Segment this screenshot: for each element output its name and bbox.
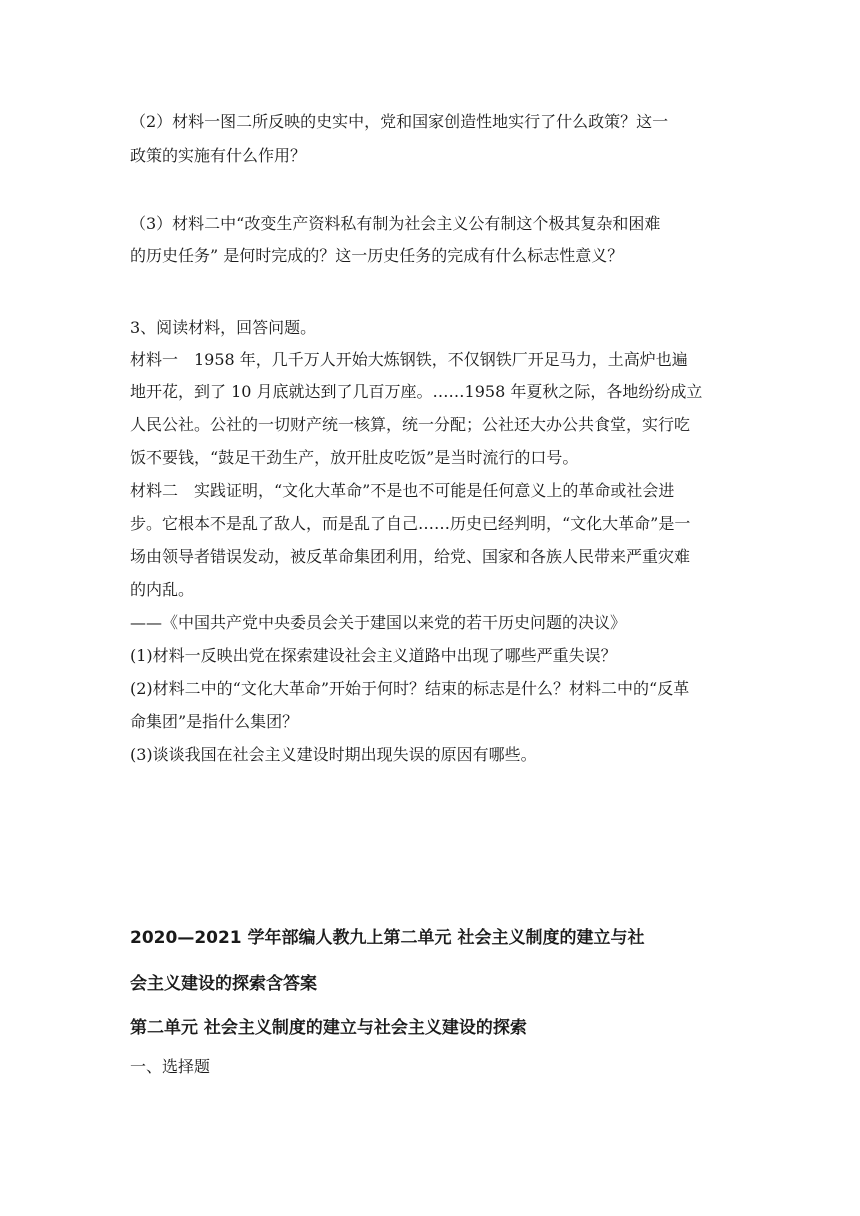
q1-part3-line2: 的历史任务” 是何时完成的？这一历史任务的完成有什么标志性意义？ bbox=[130, 246, 624, 265]
q3-material2-line2: 步。它根本不是乱了敌人，而是乱了自己……历史已经判明，“文化大革命”是一 bbox=[130, 514, 691, 533]
document-title-line2: 会主义建设的探索含答案 bbox=[130, 974, 317, 994]
section-heading: 一、选择题 bbox=[130, 1057, 211, 1076]
q3-material1-line2: 地开花，到了 10 月底就达到了几百万座。……1958 年夏秋之际，各地纷纷成立 bbox=[130, 382, 703, 401]
q3-material1-line1: 材料一 1958 年，几千万人开始大炼钢铁，不仅钢铁厂开足马力，土高炉也遍 bbox=[130, 350, 688, 369]
q3-source: ——《中国共产党中央委员会关于建国以来党的若干历史问题的决议》 bbox=[130, 613, 627, 632]
q1-part2-line1: （2）材料一图二所反映的史实中，党和国家创造性地实行了什么政策？这一 bbox=[130, 112, 669, 131]
q3-sub-question-2-line2: 命集团”是指什么集团？ bbox=[130, 712, 299, 731]
q3-material2-line1: 材料二 实践证明，“文化大革命”不是也不可能是任何意义上的革命或社会进 bbox=[130, 481, 675, 500]
q1-part2-line2: 政策的实施有什么作用？ bbox=[130, 146, 307, 165]
unit-heading: 第二单元 社会主义制度的建立与社会主义建设的探索 bbox=[130, 1018, 527, 1038]
q3-sub-question-3: (3)谈谈我国在社会主义建设时期出现失误的原因有哪些。 bbox=[130, 745, 537, 764]
q1-part3-line1: （3）材料二中“改变生产资料私有制为社会主义公有制这个极其复杂和困难 bbox=[130, 214, 661, 233]
q3-material2-line4: 的内乱。 bbox=[130, 580, 195, 599]
q3-title: 3、阅读材料，回答问题。 bbox=[130, 318, 317, 337]
q3-material2-line3: 场由领导者错误发动，被反革命集团利用，给党、国家和各族人民带来严重灾难 bbox=[130, 547, 691, 566]
document-title-line1: 2020—2021 学年部编人教九上第二单元 社会主义制度的建立与社 bbox=[130, 928, 645, 948]
q3-material1-line4: 饭不要钱，“鼓足干劲生产，放开肚皮吃饭”是当时流行的口号。 bbox=[130, 448, 579, 467]
q3-sub-question-1: (1)材料一反映出党在探索建设社会主义道路中出现了哪些严重失误？ bbox=[130, 646, 617, 665]
q3-material1-line3: 人民公社。公社的一切财产统一核算，统一分配；公社还大办公共食堂，实行吃 bbox=[130, 415, 691, 434]
q3-sub-question-2-line1: (2)材料二中的“文化大革命”开始于何时？结束的标志是什么？材料二中的“反革 bbox=[130, 679, 690, 698]
